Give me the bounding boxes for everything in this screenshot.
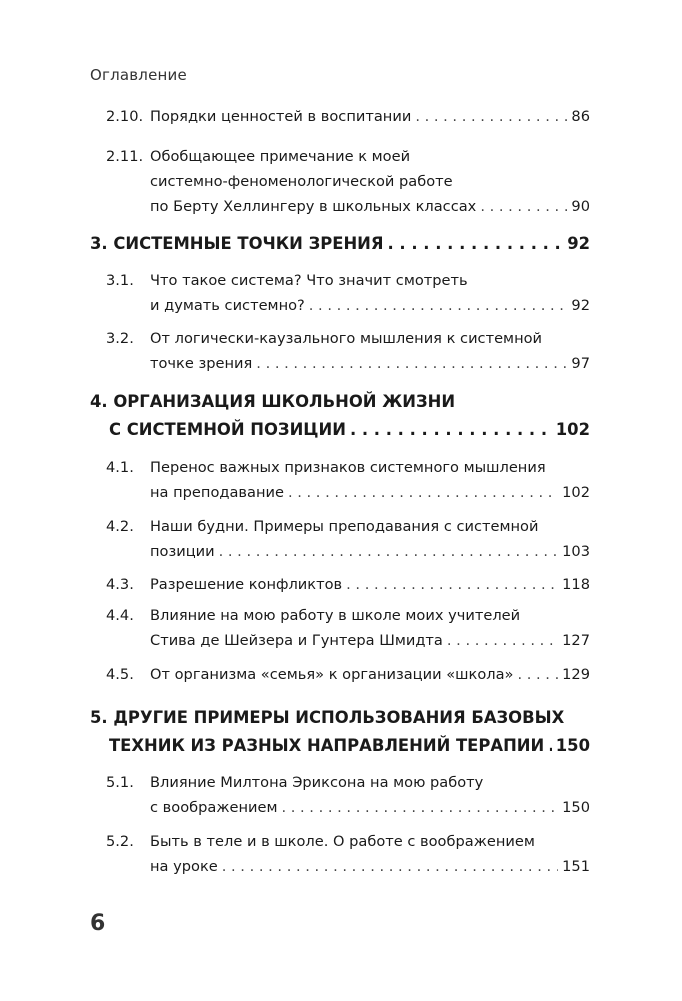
section-page-number: 127: [562, 632, 590, 649]
section-title: Обобщающее примечание к моей: [150, 148, 411, 165]
chapter-page-number: 102: [555, 420, 590, 439]
section-title-line: [150, 268, 590, 293]
chapter-title: 4. ОРГАНИЗАЦИЯ ШКОЛЬНОЙ ЖИЗНИ: [90, 392, 456, 411]
section-title-line: [150, 194, 590, 219]
section-number: 4.2.: [106, 518, 134, 535]
section-title-line: [150, 829, 590, 854]
section-title-line: [150, 169, 590, 194]
section-title-line: [150, 351, 590, 376]
dot-leader: [415, 104, 567, 129]
section-title-block: [150, 572, 590, 597]
section-title: системно-феноменологической работе: [150, 173, 453, 190]
dot-leader: [517, 662, 558, 687]
section-title-block: [150, 662, 590, 687]
section-title: Разрешение конфликтов: [150, 576, 343, 593]
dot-leader: [219, 539, 559, 564]
chapter-line: [90, 704, 590, 732]
chapter-line: [90, 416, 590, 444]
section-title-block: [150, 514, 590, 564]
chapter-title: ТЕХНИК ИЗ РАЗНЫХ НАПРАВЛЕНИЙ ТЕРАПИИ: [109, 736, 545, 755]
dot-leader: [222, 854, 558, 879]
section-page-number: 92: [571, 297, 590, 314]
dot-leader: [350, 416, 552, 444]
section-title-line: [150, 104, 590, 129]
chapter-page-number: 92: [567, 234, 590, 253]
section-page-number: 102: [562, 484, 590, 501]
section-title: Наши будни. Примеры преподавания с системной: [150, 518, 539, 535]
section-title-line: [150, 144, 590, 169]
section-title: Влияние на мою работу в школе моих учителей: [150, 607, 521, 624]
section-title: От логически-каузального мышления к системной: [150, 330, 543, 347]
section-title-line: [150, 539, 590, 564]
chapter-line: [90, 230, 590, 258]
dot-leader: [346, 572, 558, 597]
dot-leader: [288, 480, 558, 505]
dot-leader: [256, 351, 567, 376]
section-title: Влияние Милтона Эриксона на мою работу: [150, 774, 484, 791]
section-title-line: [150, 326, 590, 351]
section-title-line: [150, 628, 590, 653]
section-title-line: [150, 455, 590, 480]
section-title-block: [150, 770, 590, 820]
dot-leader: [309, 293, 568, 318]
section-title-block: [150, 144, 590, 219]
section-title-block: [150, 455, 590, 505]
section-title: Стива де Шейзера и Гунтера Шмидта: [150, 632, 443, 649]
section-title-block: [150, 326, 590, 376]
section-number: 5.1.: [106, 774, 134, 791]
section-title: на уроке: [150, 858, 218, 875]
section-title-line: [150, 662, 590, 687]
section-title-block: [150, 829, 590, 879]
section-title: Порядки ценностей в воспитании: [150, 108, 412, 125]
chapter-line: [90, 732, 590, 760]
dot-leader: [388, 230, 564, 258]
section-title-line: [150, 795, 590, 820]
chapter-heading: [90, 230, 590, 258]
section-number: 2.10.: [106, 108, 144, 125]
section-number: 4.5.: [106, 666, 134, 683]
section-number: 4.1.: [106, 459, 134, 476]
section-title: От организма «семья» к организации «школа»: [150, 666, 514, 683]
section-page-number: 90: [571, 198, 590, 215]
dot-leader: [447, 628, 558, 653]
section-number: 5.2.: [106, 833, 134, 850]
running-head: Оглавление: [90, 66, 187, 84]
section-title: по Берту Хеллингеру в школьных классах: [150, 198, 477, 215]
section-title-block: [150, 603, 590, 653]
section-title: Перенос важных признаков системного мышления: [150, 459, 546, 476]
chapter-title: С СИСТЕМНОЙ ПОЗИЦИИ: [109, 420, 346, 439]
section-page-number: 103: [562, 543, 590, 560]
dot-leader: [281, 795, 558, 820]
dot-leader: [548, 732, 552, 760]
section-number: 3.1.: [106, 272, 134, 289]
dot-leader: [480, 194, 567, 219]
section-title-line: [150, 514, 590, 539]
section-page-number: 151: [562, 858, 590, 875]
section-title: Что такое система? Что значит смотреть: [150, 272, 468, 289]
section-title: на преподавание: [150, 484, 284, 501]
section-number: 4.3.: [106, 576, 134, 593]
page-number: 6: [90, 911, 106, 936]
section-title-line: [150, 770, 590, 795]
section-title-block: [150, 268, 590, 318]
section-title: позиции: [150, 543, 215, 560]
chapter-title: 5. ДРУГИЕ ПРИМЕРЫ ИСПОЛЬЗОВАНИЯ БАЗОВЫХ: [90, 708, 565, 727]
section-page-number: 97: [571, 355, 590, 372]
section-title: точке зрения: [150, 355, 253, 372]
section-page-number: 86: [571, 108, 590, 125]
section-page-number: 129: [562, 666, 590, 683]
section-title: и думать системно?: [150, 297, 305, 314]
chapter-heading: [90, 704, 590, 760]
section-number: 2.11.: [106, 148, 144, 165]
chapter-title: 3. СИСТЕМНЫЕ ТОЧКИ ЗРЕНИЯ: [90, 234, 384, 253]
section-title-block: [150, 104, 590, 129]
section-title-line: [150, 854, 590, 879]
section-title-line: [150, 480, 590, 505]
chapter-heading: [90, 388, 590, 444]
chapter-line: [90, 388, 590, 416]
section-number: 4.4.: [106, 607, 134, 624]
chapter-page-number: 150: [555, 736, 590, 755]
section-title-line: [150, 603, 590, 628]
section-title: Быть в теле и в школе. О работе с воображением: [150, 833, 535, 850]
section-number: 3.2.: [106, 330, 134, 347]
section-page-number: 118: [562, 576, 590, 593]
section-title-line: [150, 572, 590, 597]
section-title-line: [150, 293, 590, 318]
section-page-number: 150: [562, 799, 590, 816]
section-title: с воображением: [150, 799, 278, 816]
